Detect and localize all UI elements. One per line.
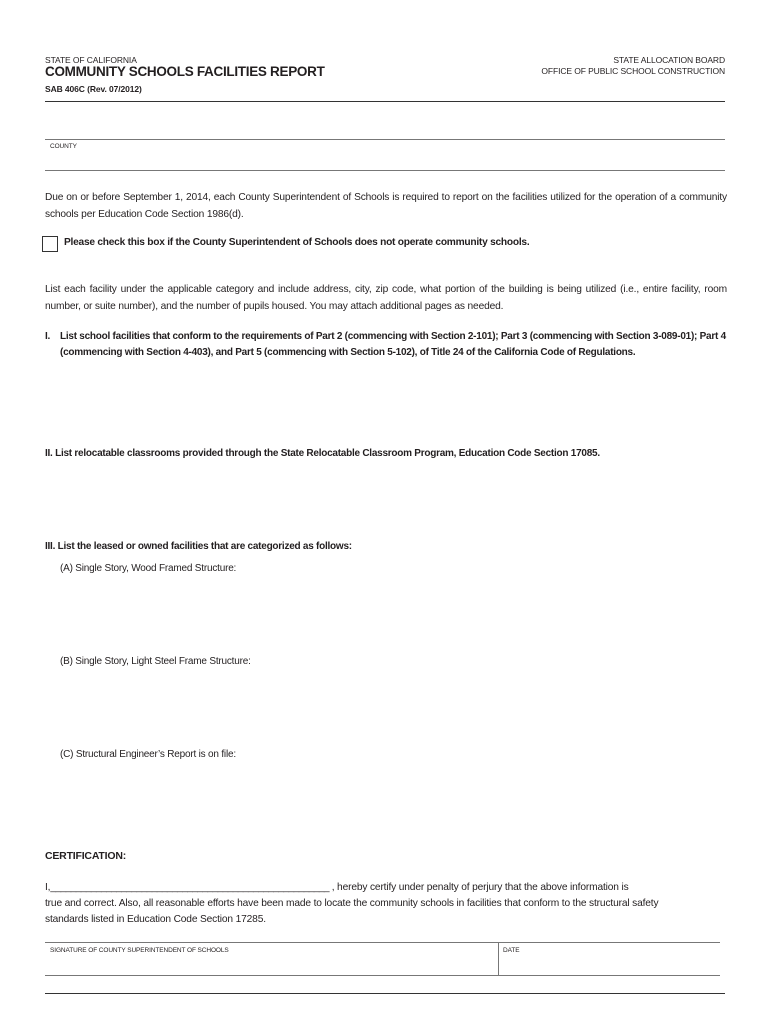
agency-name: STATE ALLOCATION BOARD bbox=[613, 55, 725, 65]
instructions-paragraph: List each facility under the applicable category and include address, city, zip code, what portion of the building is being utilized (i.e., entire facility, room number, or suite number), and the number of pupils housed. You may attach additional pages as needed. bbox=[45, 284, 727, 312]
certification-suffix: , hereby certify under penalty of perjury that the above information is bbox=[331, 882, 629, 893]
section-3a-label: (A) Single Story, Wood Framed Structure: bbox=[60, 563, 237, 574]
signature-bottom-rule bbox=[45, 975, 720, 976]
county-field[interactable] bbox=[45, 150, 725, 170]
certification-line-1 bbox=[45, 879, 727, 896]
section-3b-label: (B) Single Story, Light Steel Frame Structure: bbox=[60, 656, 251, 667]
section-1-heading: List school facilities that conform to the requirements of Part 2 (commencing with Section 2-101); Part 3 (commencing with Section 3-089-01); Part 4 (commencing with Section 4-403), and Part 5 (commencing with Section 5-102), of Title 24 of the California Code of Regulations. bbox=[60, 331, 726, 358]
certifier-name-blank[interactable]: _______________________________________________________ bbox=[50, 882, 329, 893]
certification-heading: CERTIFICATION: bbox=[45, 850, 126, 862]
section-1-number: I. bbox=[45, 331, 51, 342]
date-label: DATE bbox=[503, 947, 520, 954]
signature-label: SIGNATURE OF COUNTY SUPERINTENDENT OF SCHOOLS bbox=[50, 947, 229, 954]
section-2-entry-area[interactable] bbox=[45, 465, 725, 535]
no-community-schools-checkbox[interactable] bbox=[42, 236, 58, 252]
section-3b-entry-area[interactable] bbox=[60, 673, 725, 743]
section-3c-label: (C) Structural Engineer’s Report is on file: bbox=[60, 749, 236, 760]
section-2-heading: II. List relocatable classrooms provided through the State Relocatable Classroom Program, Education Code Section 17085. bbox=[45, 448, 600, 459]
page-title: COMMUNITY SCHOOLS FACILITIES REPORT bbox=[45, 64, 325, 79]
county-bottom-rule bbox=[45, 170, 725, 171]
intro-paragraph: Due on or before September 1, 2014, each County Superintendent of Schools is required to report on the facilities utilized for the operation of a community schools per Education Code Section 1986(d). bbox=[45, 192, 727, 220]
header-rule bbox=[45, 101, 725, 102]
county-label: COUNTY bbox=[50, 143, 77, 150]
checkbox-label: Please check this box if the County Superintendent of Schools does not operate community schools. bbox=[64, 237, 530, 248]
section-3a-entry-area[interactable] bbox=[60, 580, 725, 650]
section-1-entry-area[interactable] bbox=[45, 365, 725, 440]
form-number: SAB 406C (Rev. 07/2012) bbox=[45, 84, 142, 94]
footer-rule bbox=[45, 993, 725, 994]
signature-date-divider bbox=[498, 942, 499, 975]
certification-prefix: I, bbox=[45, 882, 51, 893]
certification-line-2: true and correct. Also, all reasonable efforts have been made to locate the community schools in facilities that conform to the structural safety bbox=[45, 898, 659, 909]
agency-office: OFFICE OF PUBLIC SCHOOL CONSTRUCTION bbox=[541, 66, 725, 76]
signature-top-rule bbox=[45, 942, 720, 943]
section-3-heading: III. List the leased or owned facilities that are categorized as follows: bbox=[45, 541, 352, 552]
signature-field[interactable] bbox=[45, 955, 495, 975]
state-label: STATE OF CALIFORNIA bbox=[45, 55, 137, 65]
section-3c-entry-area[interactable] bbox=[60, 766, 725, 836]
certification-line-3: standards listed in Education Code Section 17285. bbox=[45, 914, 266, 925]
county-top-rule bbox=[45, 139, 725, 140]
date-field[interactable] bbox=[500, 955, 720, 975]
